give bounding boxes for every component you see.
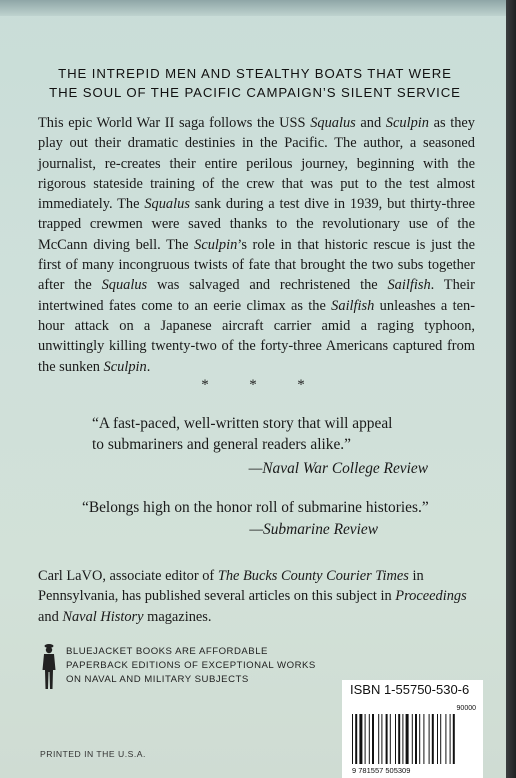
cover-edge (506, 0, 516, 778)
divider-star: * (201, 377, 209, 393)
review-quote-1 (92, 414, 472, 455)
headline-line-1: THE INTREPID MEN AND STEALTHY BOATS THAT WERE (58, 66, 452, 81)
isbn-number: ISBN 1-55750-530-6 (350, 682, 470, 697)
barcode-bar (398, 714, 400, 764)
author-bio-segment: magazines. (143, 608, 212, 625)
top-band (0, 0, 506, 16)
synopsis-segment: was salvaged and rechristened the (147, 277, 388, 294)
barcode-bar (450, 714, 451, 764)
quote-1-line-1: “A fast-paced, well-written story that will appeal (92, 415, 393, 432)
synopsis-italic-segment: Sculpin (194, 236, 238, 253)
barcode-bar (369, 714, 370, 764)
barcode-bar (419, 714, 420, 764)
quote-2-line-1: “Belongs high on the honor roll of submarine histories.” (82, 499, 429, 516)
barcode-bar (372, 714, 374, 764)
author-bio-italic-segment: Proceedings (395, 588, 467, 605)
author-bio-segment: in Pennsylvania, has published several articles on this subject in (38, 568, 424, 605)
bluejacket-line-1: BLUEJACKET BOOKS ARE AFFORDABLE (66, 646, 268, 657)
barcode-bar (386, 714, 388, 764)
synopsis-paragraph (38, 113, 475, 377)
barcode-bar (352, 714, 353, 764)
author-bio-italic-segment: The Bucks County Courier Times (217, 568, 409, 584)
synopsis-italic-segment: Sculpin (103, 358, 147, 375)
barcode-bar (429, 714, 430, 764)
quote-1-source-text: —Naval War College Review (248, 460, 428, 477)
barcode-bar (423, 714, 424, 764)
author-bio-segment: Carl LaVO, associate editor of (38, 568, 218, 584)
synopsis-italic-segment: Squalus (310, 115, 356, 131)
barcode-bar (406, 714, 409, 764)
synopsis-segment: This epic World War II saga follows the USS (38, 115, 311, 131)
price-code: 90000 (456, 705, 476, 712)
bluejacket-books-note (66, 645, 366, 687)
section-divider (0, 377, 506, 394)
barcode-bar (395, 714, 396, 764)
bluejacket-line-2: PAPERBACK EDITIONS OF EXCEPTIONAL WORKS (66, 660, 316, 671)
quote-1-line-2: to submariners and general readers alike.” (92, 435, 351, 453)
barcode-bar (402, 714, 403, 764)
synopsis (38, 113, 475, 377)
synopsis-segment: unleashes a ten-hour attack on a Japanese aircraft carrier amid a raging typhoon, unwittingly killing twenty-two of the forty-three Americans captured from the sunken (38, 297, 476, 375)
synopsis-segment: and (355, 115, 386, 131)
headline (14, 64, 496, 102)
barcode-bar (390, 714, 391, 764)
barcode-bar (359, 714, 362, 764)
barcode-bar (432, 714, 434, 764)
bluejacket-line-3: ON NAVAL AND MILITARY SUBJECTS (66, 674, 249, 685)
author-bio-text (38, 568, 467, 625)
synopsis-italic-segment: Squalus (144, 196, 190, 213)
review-quote-2 (82, 498, 482, 519)
author-bio-segment: and (38, 608, 63, 625)
synopsis-segment: . (146, 358, 151, 375)
synopsis-italic-segment: Sailfish (387, 277, 431, 294)
quote-2-source (249, 521, 378, 539)
barcode-bar (445, 714, 446, 764)
synopsis-segment: sank during a test dive in 1939, but thirty-three trapped crewmen were saved thanks to the revolutionary use of the McCann diving bell. The (38, 196, 476, 253)
synopsis-segment: . Their intertwined fates come to an eerie climax as the (38, 277, 475, 314)
divider-star: * (249, 377, 257, 393)
synopsis-italic-segment: Sculpin (385, 115, 429, 131)
barcode-bar (453, 714, 455, 764)
barcode-bar (440, 714, 441, 764)
author-bio (38, 566, 478, 627)
printed-in-usa: PRINTED IN THE U.S.A. (40, 749, 146, 759)
sailor-silhouette-icon (40, 642, 58, 690)
barcode-bar (378, 714, 379, 764)
barcode (350, 702, 478, 776)
barcode-bar (365, 714, 366, 764)
synopsis-italic-segment: Sailfish (331, 297, 375, 314)
barcode-bar (412, 714, 413, 764)
author-bio-italic-segment: Naval History (62, 608, 144, 625)
quote-1-source (249, 460, 428, 478)
isbn-barcode-box (342, 680, 483, 778)
barcode-bar (355, 714, 357, 764)
synopsis-segment: as they play out their dramatic destinies in the Pacific. The author, a seasoned journalist, re-creates their entire perilous journey, beginning with the rigorous stateside training of the crew that was put to the test almost immediately. The (38, 115, 475, 213)
divider-star: * (297, 377, 305, 393)
barcode-digits: 9 781557 505309 (352, 766, 411, 775)
synopsis-segment: ’s role in that historic rescue is just the first of many incongruous twists of fate that brought the two subs together after the (38, 236, 475, 294)
quote-2-source-text: —Submarine Review (249, 521, 378, 538)
headline-line-2: THE SOUL OF THE PACIFIC CAMPAIGN’S SILENT SERVICE (49, 85, 461, 100)
barcode-bar (415, 714, 417, 764)
synopsis-italic-segment: Squalus (101, 277, 148, 294)
barcode-bar (381, 714, 382, 764)
barcode-bar (437, 714, 438, 764)
